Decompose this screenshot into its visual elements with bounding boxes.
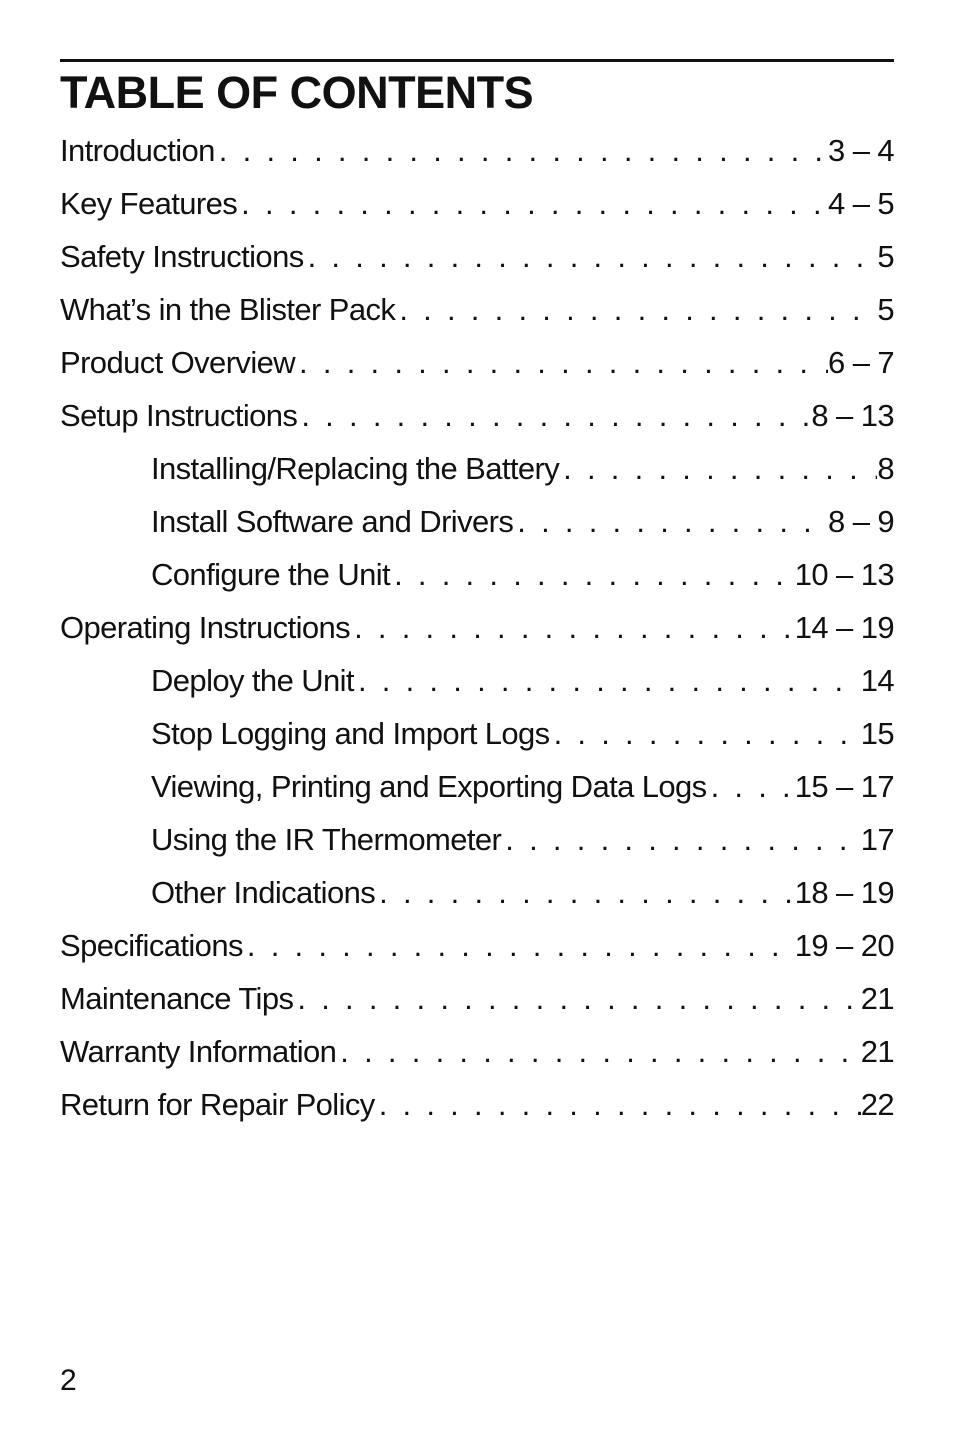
toc-entry-pages: 15 xyxy=(860,716,894,751)
toc-subentry[interactable] xyxy=(60,707,894,760)
toc-entry-pages: 17 xyxy=(860,822,894,857)
toc-entry-pages: 8 – 9 xyxy=(828,504,894,539)
toc-subentry[interactable] xyxy=(60,866,894,919)
toc-entry[interactable] xyxy=(60,336,894,389)
dot-leader xyxy=(375,1078,861,1131)
toc-subentry[interactable] xyxy=(60,442,894,495)
toc-entry-label: Stop Logging and Import Logs xyxy=(151,716,550,751)
toc-entry-label: Using the IR Thermometer xyxy=(151,822,502,857)
dot-leader xyxy=(293,972,860,1025)
toc-entry-pages: 5 xyxy=(877,239,894,274)
toc-entry[interactable] xyxy=(60,230,894,283)
dot-leader xyxy=(304,230,878,283)
toc-subentry[interactable] xyxy=(60,654,894,707)
dot-leader xyxy=(707,760,795,813)
dot-leader xyxy=(237,177,828,230)
dot-leader xyxy=(501,813,860,866)
toc-entry-label: Configure the Unit xyxy=(151,557,391,592)
toc-entry-pages: 19 – 20 xyxy=(794,928,894,963)
dot-leader xyxy=(513,495,828,548)
toc-entry-pages: 5 xyxy=(877,292,894,327)
page-title: TABLE OF CONTENTS xyxy=(60,67,534,118)
toc-entry-pages: 10 – 13 xyxy=(794,557,894,592)
toc-entry[interactable] xyxy=(60,389,894,442)
toc-subentry[interactable] xyxy=(60,495,894,548)
dot-leader xyxy=(390,548,795,601)
toc-entry-label: Maintenance Tips xyxy=(60,981,294,1016)
toc-entry[interactable] xyxy=(60,601,894,654)
toc-entry-label: Other Indications xyxy=(151,875,376,910)
top-rule xyxy=(60,59,894,62)
dot-leader xyxy=(354,654,861,707)
toc-entry-label: Viewing, Printing and Exporting Data Logs xyxy=(151,769,707,804)
toc-subentry[interactable] xyxy=(60,813,894,866)
toc-entry-pages: 21 xyxy=(860,1034,894,1069)
dot-leader xyxy=(243,919,795,972)
toc-entry[interactable] xyxy=(60,919,894,972)
toc-subentry[interactable] xyxy=(60,548,894,601)
toc-entry-pages: 18 – 19 xyxy=(794,875,894,910)
dot-leader xyxy=(395,283,877,336)
toc-entry-pages: 14 xyxy=(860,663,894,698)
toc-entry-label: Install Software and Drivers xyxy=(151,504,514,539)
toc-entry-label: Warranty Information xyxy=(60,1034,337,1069)
toc-entry-label: Key Features xyxy=(60,186,238,221)
toc-entry-pages: 4 – 5 xyxy=(828,186,894,221)
toc-entry[interactable] xyxy=(60,124,894,177)
toc-entry[interactable] xyxy=(60,972,894,1025)
dot-leader xyxy=(375,866,795,919)
toc-entry-pages: 8 – 13 xyxy=(811,398,894,433)
dot-leader xyxy=(295,336,828,389)
dot-leader xyxy=(350,601,795,654)
toc-entry[interactable] xyxy=(60,283,894,336)
toc-entry-label: Return for Repair Policy xyxy=(60,1087,375,1122)
dot-leader xyxy=(559,442,877,495)
toc-entry-pages: 8 xyxy=(877,451,894,486)
dot-leader xyxy=(297,389,811,442)
toc-subentry[interactable] xyxy=(60,760,894,813)
toc-entry-pages: 3 – 4 xyxy=(828,133,894,168)
dot-leader xyxy=(336,1025,860,1078)
dot-leader xyxy=(215,124,828,177)
toc-entry-label: Operating Instructions xyxy=(60,610,351,645)
toc-entry-label: Setup Instructions xyxy=(60,398,298,433)
toc-entry-label: Introduction xyxy=(60,133,215,168)
table-of-contents xyxy=(60,124,894,1131)
toc-entry-pages: 22 xyxy=(860,1087,894,1122)
toc-entry-pages: 6 – 7 xyxy=(828,345,894,380)
toc-entry-label: What’s in the Blister Pack xyxy=(60,292,396,327)
toc-entry-label: Specifications xyxy=(60,928,243,963)
toc-entry-label: Installing/Replacing the Battery xyxy=(151,451,560,486)
toc-entry-pages: 14 – 19 xyxy=(794,610,894,645)
toc-entry[interactable] xyxy=(60,1025,894,1078)
page-number: 2 xyxy=(60,1364,77,1397)
toc-entry[interactable] xyxy=(60,1078,894,1131)
dot-leader xyxy=(550,707,861,760)
toc-entry-label: Product Overview xyxy=(60,345,296,380)
toc-entry-pages: 21 xyxy=(860,981,894,1016)
toc-entry-pages: 15 – 17 xyxy=(794,769,894,804)
toc-entry-label: Safety Instructions xyxy=(60,239,304,274)
toc-entry-label: Deploy the Unit xyxy=(151,663,354,698)
toc-entry[interactable] xyxy=(60,177,894,230)
